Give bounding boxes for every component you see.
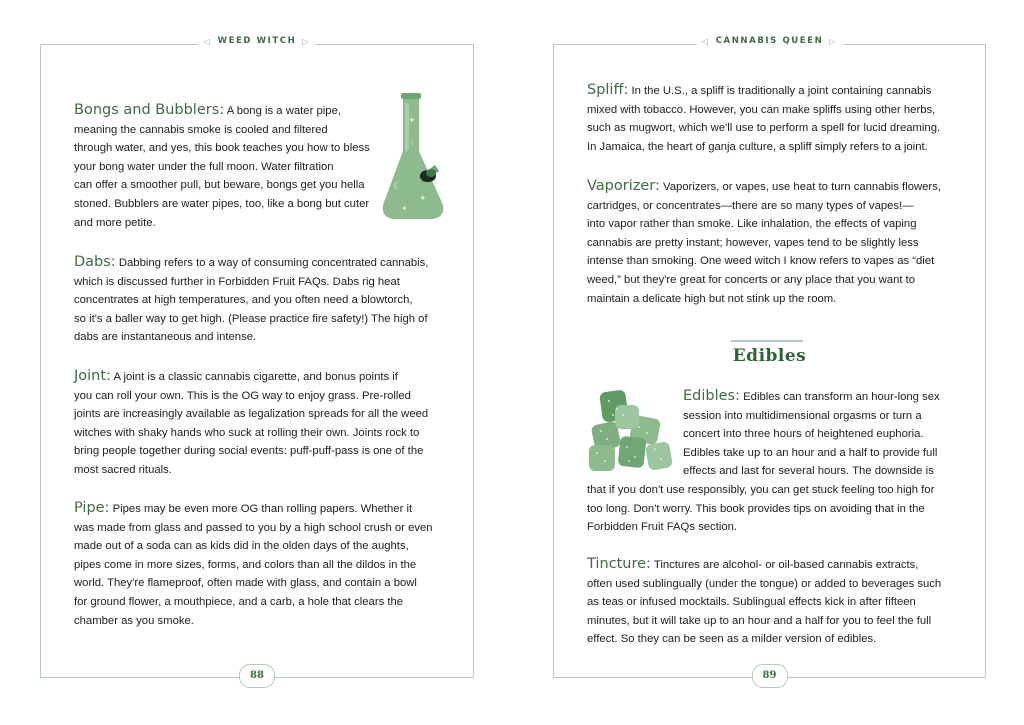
page-header [696, 36, 843, 46]
triangle-right-icon: ▷ [302, 36, 311, 46]
triangle-left-icon: ◁ [701, 36, 710, 46]
entry-term: Spliff: [587, 82, 629, 98]
svg-text:✦: ✦ [401, 204, 408, 213]
entry-term: Edibles: [683, 388, 740, 404]
left-page [40, 36, 474, 681]
entry-term: Dabs: [74, 254, 116, 270]
running-head: WEED WITCH [217, 36, 297, 46]
svg-text:☾: ☾ [393, 181, 402, 192]
page-number: 88 [239, 664, 275, 688]
entry-bongs: Bongs and Bubblers: A bong is a water pipe, meaning the cannabis smoke is cooled and filtered through water, and yes, this book teaches you how to bless your bong water under the full moon. Water filtration can offer a smoother pull, but beware, bongs get you hella stoned. Bubblers are water pipes, too, like a bong but cuter and more petite. [74, 102, 370, 229]
section-title: Edibles [732, 346, 807, 366]
entry-edibles: Edibles: Edibles can transform an hour-long sex session into multidimensional orgasms or turn a concert into three hours of heightened euphoria. Edibles take up to an hour and a half to provide full effects and last for several hours. The downside is that if you don't use responsibly, you can get stuck feeling too high for too long. Don't worry. This book provides tips on avoiding that in the Forbidden Fruit FAQs section. [587, 388, 940, 534]
page-header [198, 36, 316, 46]
page-number: 89 [752, 664, 788, 688]
section-rule [731, 340, 803, 342]
triangle-right-icon: ▷ [829, 36, 838, 46]
entry-tincture: Tincture: Tinctures are alcohol- or oil-based cannabis extracts, often used sublingually (under the tongue) or added to beverages such as teas or infused mocktails. Sublingual effects kick in after fifteen minutes, but it will take up to an hour and a half for you to feel the full effect. So they can be seen as a milder version of edibles. [587, 556, 942, 646]
svg-text:☾: ☾ [410, 138, 418, 147]
entry-term: Vaporizer: [587, 178, 660, 194]
running-head: CANNABIS QUEEN [715, 36, 824, 46]
entry-dabs: Dabs: Dabbing refers to a way of consuming concentrated cannabis, which is discussed further in Forbidden Fruit FAQs. Dabs rig heat concentrates at high temperatures, and you often need a blowtorch, so it's a baller way to get high. (Please practice fire safety!) The high of dabs are instantaneous and intense. [74, 254, 429, 344]
bong-illustration [379, 93, 451, 223]
entry-term: Pipe: [74, 500, 110, 516]
right-page [553, 36, 986, 681]
svg-text:✦: ✦ [408, 116, 416, 126]
entry-spliff: Spliff: In the U.S., a spliff is traditionally a joint containing cannabis mixed with tobacco. However, you can make spliffs using other herbs, such as mugwort, which we'll use to perform a spell for lucid dreaming. In Jamaica, the heart of ganja culture, a spliff simply refers to a joint. [587, 82, 941, 153]
entry-pipe: Pipe: Pipes may be even more OG than rolling papers. Whether it was made from glass and passed to you by a high school crush or even made out of a soda can as kids did in the olden days of the aughts, pipes come in more sizes, forms, and colors than all the dildos in the world. They're flameproof, often made with glass, and contain a bowl for ground flower, a mouthpiece, and a carb, a hole that clears the chamber as you smoke. [74, 500, 433, 627]
entry-joint: Joint: A joint is a classic cannabis cigarette, and bonus points if you can roll your own. This is the OG way to enjoy grass. Pre-rolled joints are increasingly available as legalization spreads for all the weed witches with shaky hands who suck at rolling their own. Joints rock to bring people together during social events: puff-puff-pass is one of the most sacred rituals. [74, 368, 429, 476]
svg-text:✦: ✦ [419, 194, 427, 204]
entry-term: Joint: [74, 368, 111, 384]
triangle-left-icon: ◁ [203, 36, 212, 46]
entry-term: Tincture: [587, 556, 651, 572]
entry-term: Bongs and Bubblers: [74, 102, 225, 118]
entry-vaporizer: Vaporizer: Vaporizers, or vapes, use heat to turn cannabis flowers, cartridges, or concentrates—there are so many types of vapes!— into vapor rather than smoke. Like inhalation, the effects of vaping cannabis are pretty instant; however, vapes tend to be slightly less intense than smoking. One weed witch I know refers to vapes as “diet weed,” but they're great for concerts or any place that you want to maintain a delicate high but not stink up the room. [587, 178, 941, 305]
